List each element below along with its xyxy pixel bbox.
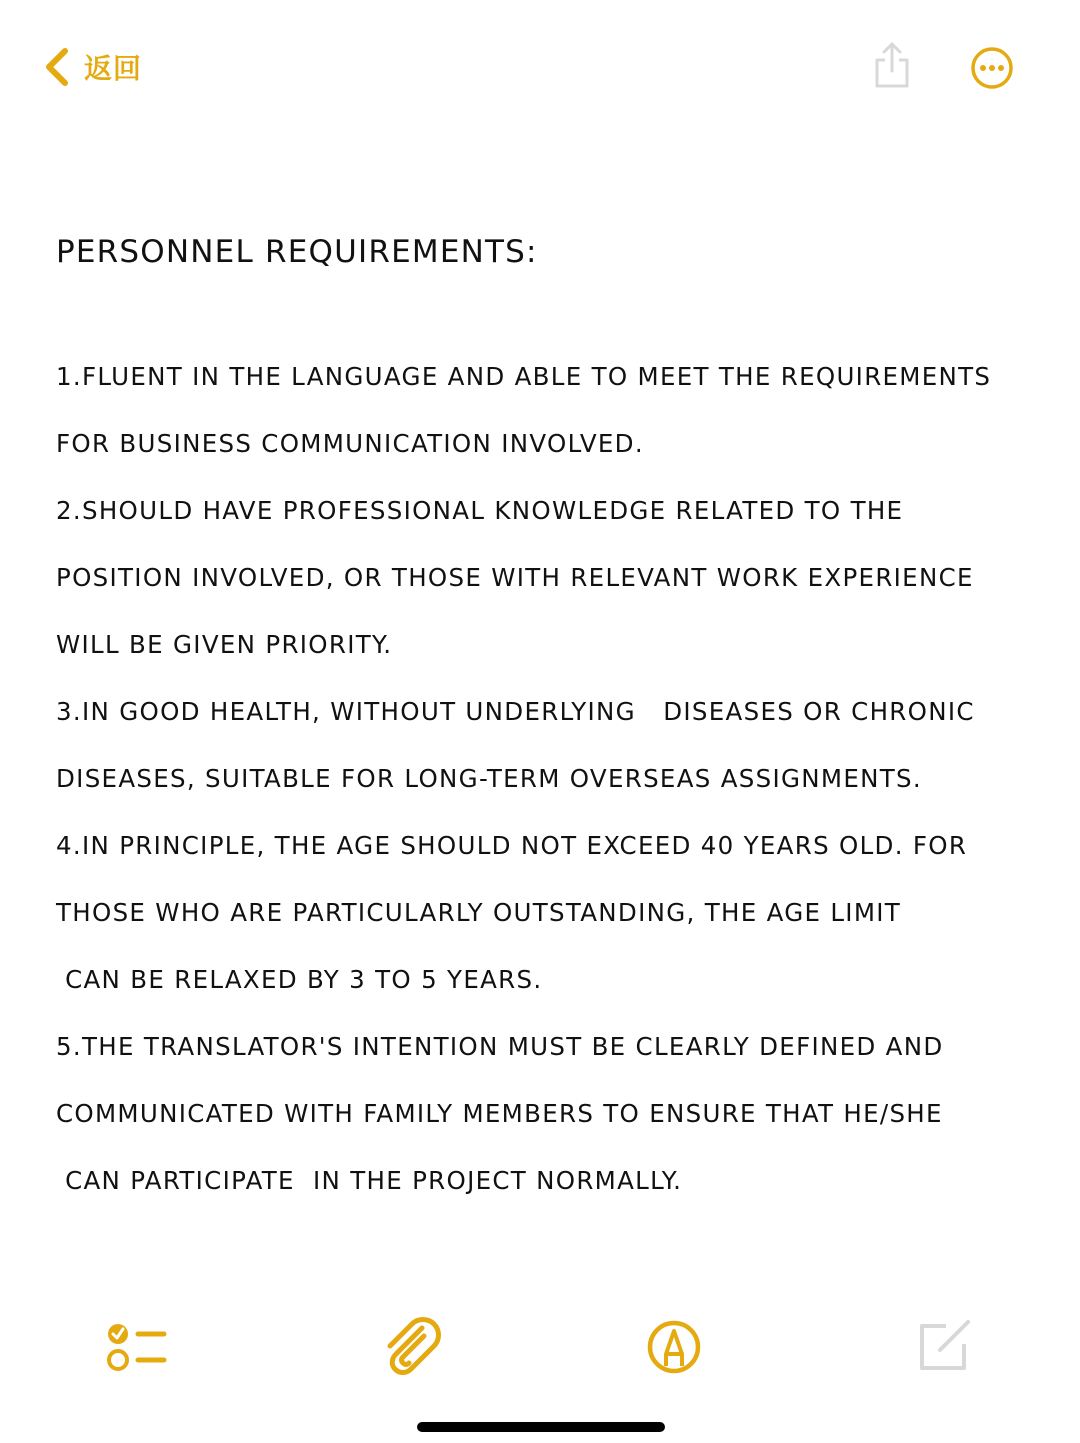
bottom-toolbar [0, 1300, 1080, 1400]
note-line: 4.IN PRINCIPLE, THE AGE SHOULD NOT EXCEED 40 YEARS OLD. FOR [56, 831, 968, 860]
note-line: 2.SHOULD HAVE PROFESSIONAL KNOWLEDGE RELATED TO THE [56, 496, 904, 525]
back-button[interactable] [44, 44, 142, 90]
note-line: COMMUNICATED WITH FAMILY MEMBERS TO ENSURE THAT HE/SHE [56, 1099, 943, 1128]
top-navigation-bar [0, 0, 1080, 130]
home-indicator [417, 1422, 665, 1432]
note-line: CAN BE RELAXED BY 3 TO 5 YEARS. [56, 965, 543, 994]
compose-icon [912, 1314, 976, 1378]
note-line: 3.IN GOOD HEALTH, WITHOUT UNDERLYING DISEASES OR CHRONIC [56, 697, 975, 726]
compose-button[interactable] [912, 1314, 976, 1378]
checklist-button[interactable] [102, 1314, 166, 1378]
note-title: PERSONNEL REQUIREMENTS: [56, 234, 538, 270]
note-line: WILL BE GIVEN PRIORITY. [56, 630, 393, 659]
note-line: POSITION INVOLVED, OR THOSE WITH RELEVANT WORK EXPERIENCE [56, 563, 974, 592]
chevron-left-icon [44, 47, 70, 87]
note-line: 1.FLUENT IN THE LANGUAGE AND ABLE TO MEET THE REQUIREMENTS [56, 362, 992, 391]
ellipsis-circle-icon [970, 46, 1014, 90]
share-button[interactable] [872, 40, 912, 90]
paperclip-icon [378, 1314, 442, 1378]
note-line: DISEASES, SUITABLE FOR LONG-TERM OVERSEAS ASSIGNMENTS. [56, 764, 922, 793]
checklist-icon [102, 1314, 170, 1378]
note-line: THOSE WHO ARE PARTICULARLY OUTSTANDING, THE AGE LIMIT [56, 898, 902, 927]
markup-button[interactable] [642, 1314, 706, 1378]
more-button[interactable] [970, 46, 1014, 90]
note-line: 5.THE TRANSLATOR'S INTENTION MUST BE CLEARLY DEFINED AND [56, 1032, 944, 1061]
attachment-button[interactable] [378, 1314, 442, 1378]
markup-pen-icon [642, 1314, 706, 1378]
back-label: 返回 [84, 52, 143, 85]
note-line: FOR BUSINESS COMMUNICATION INVOLVED. [56, 429, 644, 458]
share-icon [872, 40, 912, 90]
note-line: CAN PARTICIPATE IN THE PROJECT NORMALLY. [56, 1166, 683, 1195]
